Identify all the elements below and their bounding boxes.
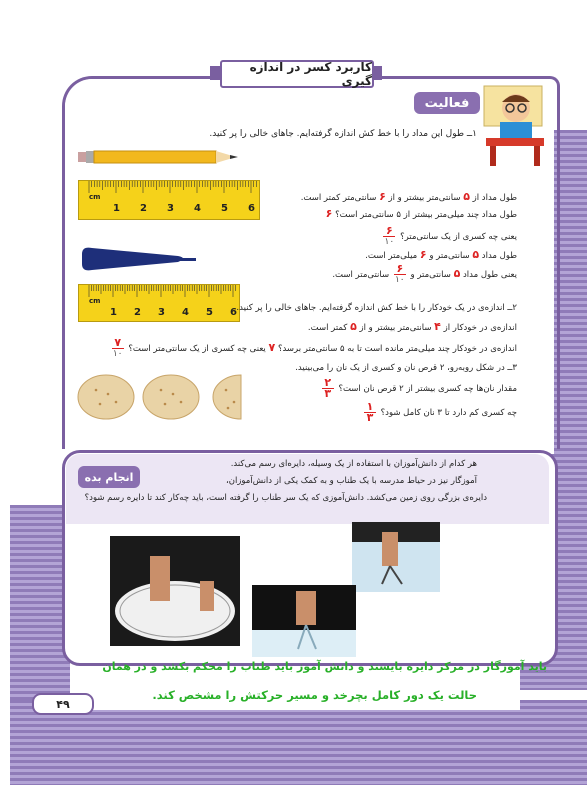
answer: ۷: [268, 341, 276, 354]
do-it-text-2: آموزگار نیز در حیاط مدرسه با یک طناب و به کمک یکی از دانش‌آموزان،: [225, 476, 477, 486]
student-illustration: [478, 82, 548, 168]
question-1-intro: ۱ــ طول این مداد را با خط کش اندازه گرفته‌ایم. جاهای خالی را پر کنید.: [209, 129, 477, 139]
fraction: $\frac{۷}{۱۰}$: [112, 336, 123, 359]
ruler-label: 6: [248, 203, 255, 214]
answer-line-2: حالت یک دور کامل بچرخد و مسیر حرکتش را مشخص کند.: [152, 688, 477, 702]
bread-images: [76, 372, 271, 422]
fraction: $\frac{۲}{۳}$: [322, 378, 334, 399]
answer: ۴: [434, 320, 441, 333]
q2-line-1: اندازه‌ی در خودکار از ۴ سانتی‌متر بیشتر و از ۵ کمتر است.: [307, 320, 517, 333]
question-2-intro: ۲ــ اندازه‌ی در یک خودکار را با خط کش اندازه گرفته‌ایم. جاهای خالی را پر کنید.: [236, 303, 517, 313]
answer: ۵: [350, 320, 357, 333]
ruler-label: cm: [89, 193, 101, 201]
fraction: $\frac{۶}{۱۰}$: [394, 262, 405, 285]
circle-drawing-photo-2: [352, 522, 440, 592]
answer: ۵: [453, 267, 461, 280]
pencil-image: [78, 148, 243, 166]
question-3-intro: ۳ــ در شکل روبه‌رو، ۲ قرص نان و کسری از یک نان را می‌بینید.: [295, 363, 517, 373]
fraction: $\frac{۶}{۱۰}$: [384, 224, 395, 247]
q3-line-1: مقدار نان‌ها چه کسری بیشتر از ۲ قرص نان است؟ $\frac{۲}{۳}$: [320, 378, 517, 399]
ruler-label: 2: [134, 307, 141, 318]
ruler-1: [78, 180, 260, 220]
q1-line-2: طول مداد چند میلی‌متر بیشتر از ۵ سانتی‌متر است؟ ۶: [325, 207, 517, 220]
answer: ۵: [472, 248, 480, 261]
ruler-label: 6: [230, 307, 237, 318]
do-it-badge: انجام بده: [78, 466, 140, 488]
do-it-text-3: دایره‌ی بزرگی روی زمین می‌کشد. دانش‌آموزی که یک سر طناب را گرفته است، باید چه‌کار کند تا دایره رسم شود؟: [84, 493, 487, 503]
compass-photo: [252, 585, 356, 657]
q2-line-2: اندازه‌ی در خودکار چند میلی‌متر مانده است تا به ۵ سانتی‌متر برسد؟ ۷ یعنی چه کسری از یک سانتی‌متر است؟ $\frac{۷}{۱۰}$: [112, 336, 517, 359]
answer: ۶: [379, 190, 386, 203]
ruler-label: 2: [140, 203, 147, 214]
q1-line-1: طول مداد از ۵ سانتی‌متر بیشتر و از ۶ سانتی‌متر کمتر است.: [300, 190, 517, 203]
ruler-label: 3: [167, 203, 174, 214]
circle-drawing-photo-1: [110, 536, 240, 646]
decorative-stripes-bottom: [10, 700, 587, 785]
answer: ۶: [325, 207, 333, 220]
activity-badge: فعالیت: [414, 92, 480, 114]
decorative-stripes-left: [10, 505, 70, 705]
ruler-label: 5: [206, 307, 213, 318]
page-number: ۴۹: [32, 693, 94, 715]
title-cap-left: [210, 66, 220, 80]
q1-line-3: یعنی چه کسری از یک سانتی‌متر؟ $\frac{۶}{۱۰}$: [384, 224, 517, 247]
answer-line-1: باید آموزگار در مرکز دایره بایستد و دانش آموز باید طناب را محکم بکشد و در همان: [102, 660, 547, 673]
answer: ۵: [463, 190, 470, 203]
ruler-label: 4: [194, 203, 201, 214]
pen-cap-image: [78, 244, 198, 274]
ruler-label: 4: [182, 307, 189, 318]
ruler-label: cm: [89, 297, 101, 305]
fraction: $\frac{۱}{۳}$: [364, 402, 376, 423]
ruler-label: 5: [221, 203, 228, 214]
ruler-2: [78, 284, 240, 322]
ruler-label: 1: [113, 203, 120, 214]
ruler-label: 3: [158, 307, 165, 318]
q1-line-4: طول مداد ۵ سانتی‌متر و ۶ میلی‌متر است.: [365, 248, 517, 261]
q1-line-5: یعنی طول مداد ۵ سانتی‌متر و $\frac{۶}{۱۰}$ سانتی‌متر است.: [332, 262, 517, 285]
answer: ۶: [419, 248, 427, 261]
do-it-text-1: هر کدام از دانش‌آموزان با استفاده از یک وسیله، دایره‌ای رسم می‌کند.: [230, 459, 477, 469]
q3-line-2: چه کسری کم دارد تا ۳ نان کامل شود؟ $\frac{۱}{۳}$: [362, 402, 517, 423]
page-title: کاربرد کسر در اندازه گیری: [220, 60, 374, 88]
ruler-label: 1: [110, 307, 117, 318]
